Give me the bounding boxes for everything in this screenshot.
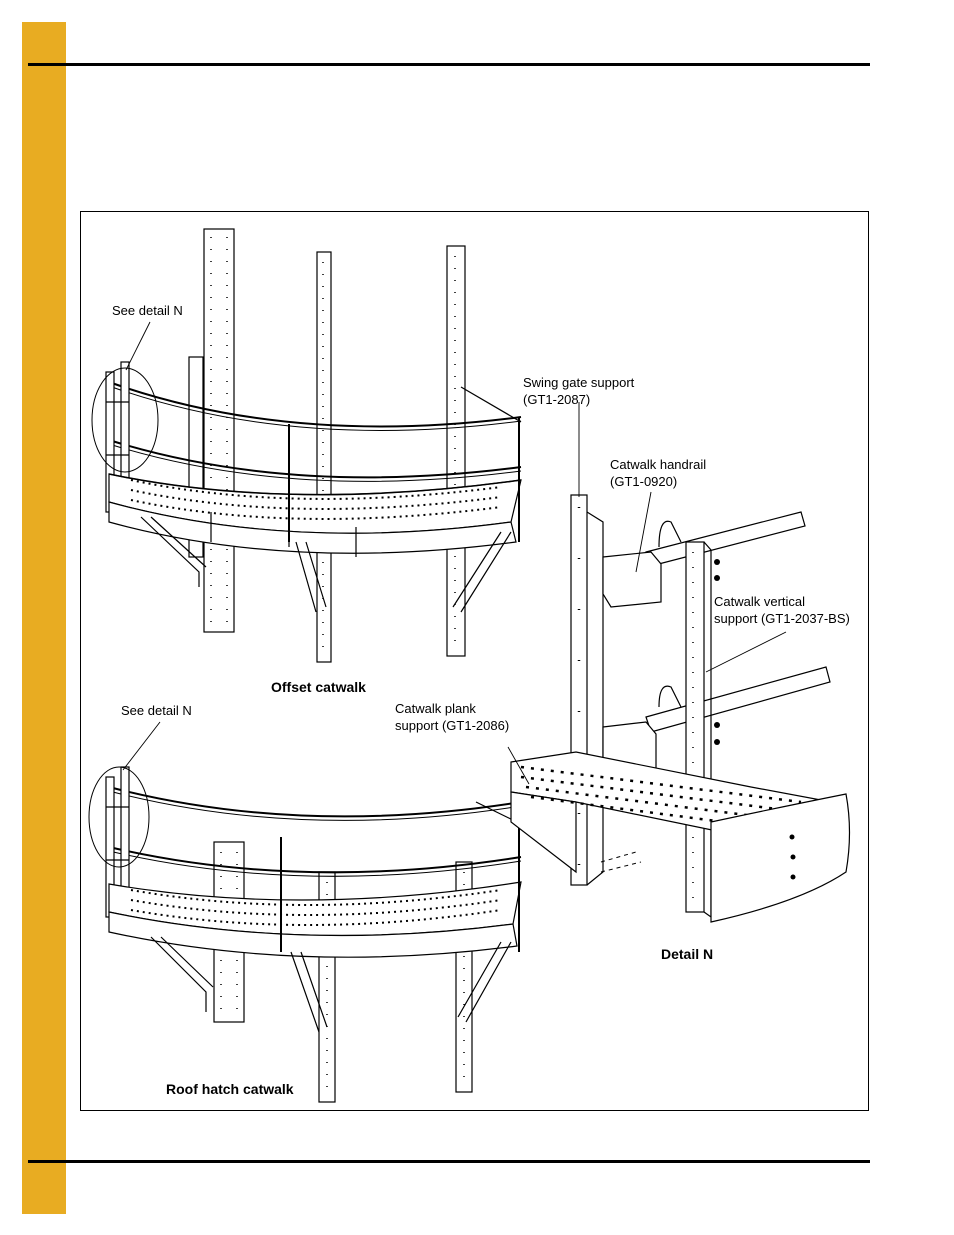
handrail-line2: (GT1-0920) <box>610 474 678 489</box>
detail-n-caption: Detail N <box>661 946 714 962</box>
header-rule <box>28 63 870 66</box>
handrail-line1: Catwalk handrail <box>610 457 707 472</box>
roof-hatch-catwalk-drawing <box>89 767 521 1102</box>
plank-line1: Catwalk plank <box>395 701 476 716</box>
swing-gate-line2: (GT1-2087) <box>523 392 591 407</box>
see-detail-label-bottom: See detail N <box>121 703 192 718</box>
offset-catwalk-drawing <box>92 229 521 662</box>
swing-gate-label <box>523 374 634 408</box>
handrail-label <box>610 456 706 490</box>
figure-frame <box>80 211 869 1111</box>
offset-catwalk-caption: Offset catwalk <box>271 679 366 695</box>
detail-n-drawing <box>511 495 850 922</box>
vertical-line1: Catwalk vertical <box>714 594 806 609</box>
vertical-support-label <box>714 593 850 627</box>
footer-rule <box>28 1160 870 1163</box>
plank-line2: support (GT1-2086) <box>395 718 510 733</box>
roof-hatch-catwalk-caption: Roof hatch catwalk <box>166 1081 294 1097</box>
side-tab <box>22 22 66 1214</box>
swing-gate-line1: Swing gate support <box>523 375 635 390</box>
catwalk-illustration <box>81 212 870 1112</box>
plank-support-label <box>395 700 509 734</box>
vertical-line2: support (GT1-2037-BS) <box>714 611 850 626</box>
see-detail-label-top: See detail N <box>112 303 183 318</box>
